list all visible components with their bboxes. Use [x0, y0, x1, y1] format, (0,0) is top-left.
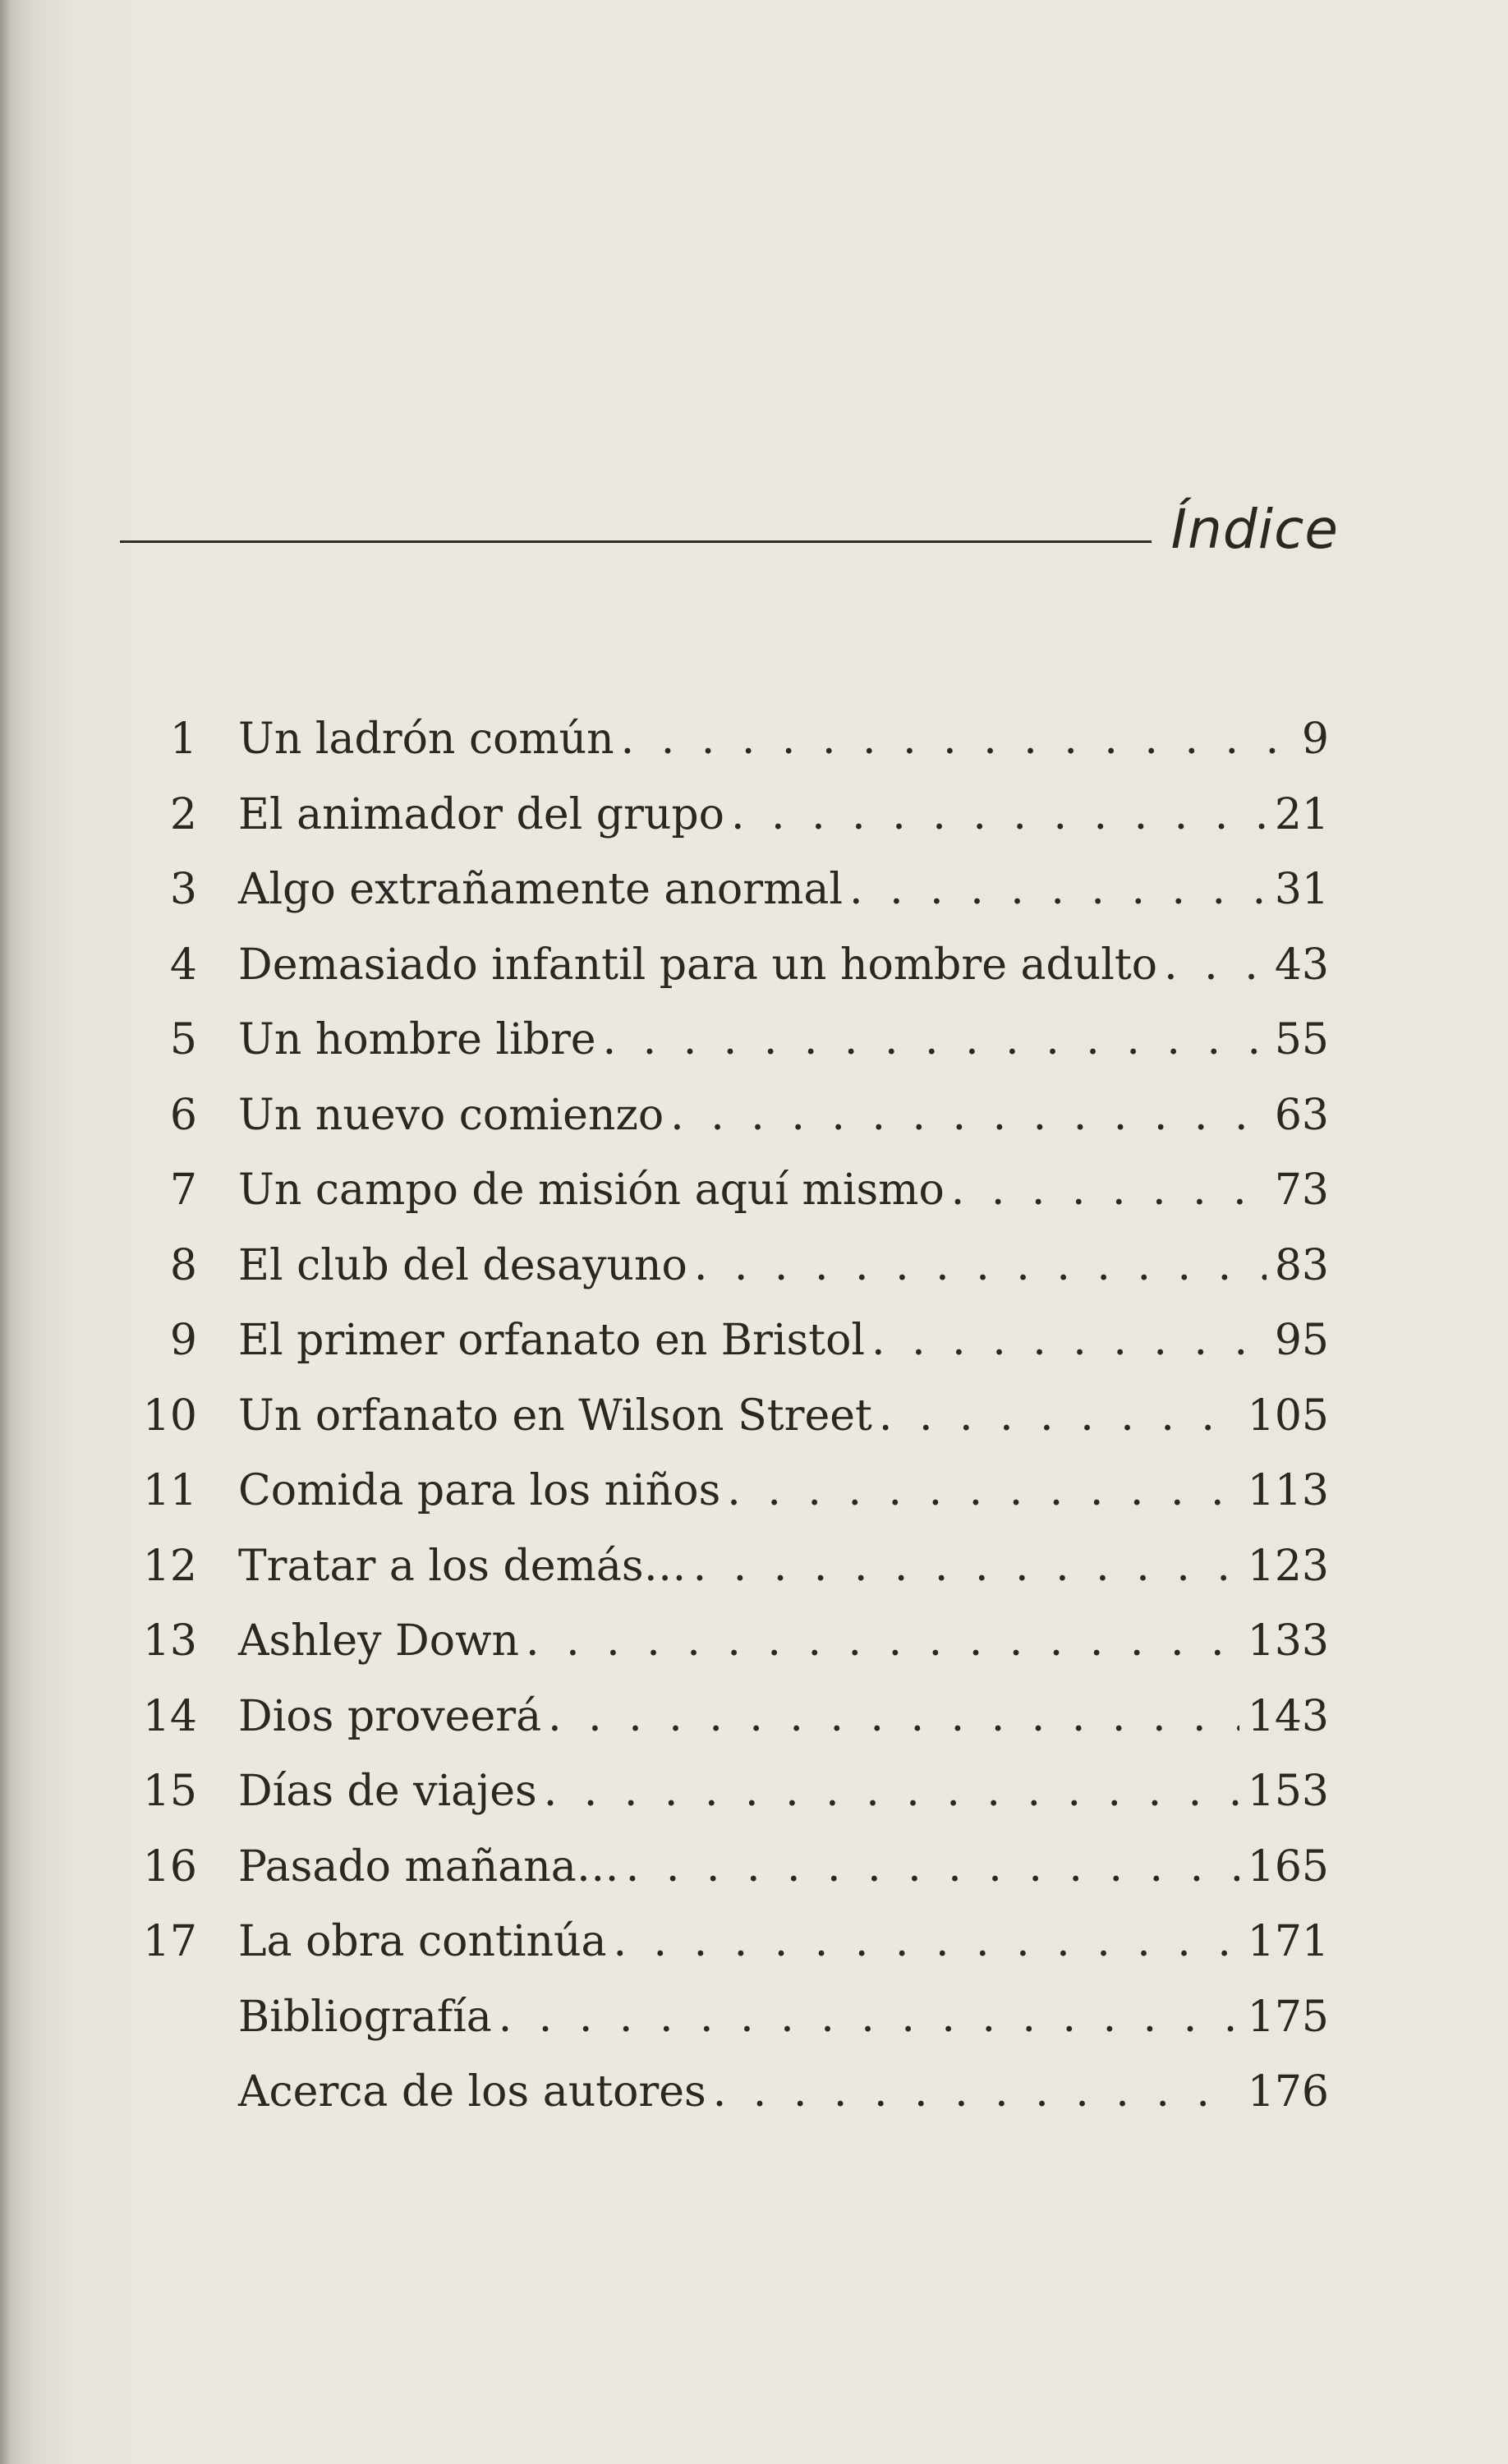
toc-line [238, 1834, 1329, 1900]
toc-entry [0, 1458, 1508, 1524]
dot-leader [694, 1233, 1267, 1299]
chapter-number: 6 [169, 1090, 197, 1140]
page-number: 153 [1247, 1767, 1329, 1816]
page-number: 31 [1274, 865, 1329, 914]
toc-line [238, 1083, 1329, 1148]
toc-entry [0, 1758, 1508, 1824]
dot-leader [731, 782, 1267, 848]
toc-entry [0, 2059, 1508, 2125]
toc-line [238, 1909, 1329, 1974]
toc-entry [0, 1909, 1508, 1974]
page-number: 143 [1247, 1691, 1329, 1741]
chapter-title: Dios proveerá [238, 1691, 542, 1741]
chapter-title: Algo extrañamente anormal [238, 865, 844, 914]
toc-entry [0, 1684, 1508, 1749]
toc-entry [0, 706, 1508, 772]
chapter-title: Bibliografía [238, 1992, 492, 2042]
page-number: 21 [1274, 789, 1329, 839]
dot-leader [951, 1157, 1267, 1223]
toc-entry [0, 1383, 1508, 1449]
toc-line [238, 1007, 1329, 1073]
toc-entry [0, 1834, 1508, 1900]
toc-line [238, 1758, 1329, 1824]
chapter-title: Comida para los niños [238, 1466, 721, 1515]
toc-line [238, 1157, 1329, 1223]
dot-leader [603, 1007, 1267, 1073]
chapter-title: La obra continúa [238, 1917, 607, 1966]
dot-leader [626, 1834, 1239, 1900]
chapter-number: 5 [169, 1015, 197, 1064]
dot-leader [693, 1533, 1239, 1599]
toc-line [238, 1233, 1329, 1299]
page-number: 123 [1247, 1541, 1329, 1591]
page-number: 63 [1274, 1090, 1329, 1140]
dot-leader [548, 1684, 1239, 1749]
toc-entry [0, 1984, 1508, 2050]
chapter-title: Demasiado infantil para un hombre adulto [238, 940, 1158, 990]
dot-leader [621, 706, 1294, 772]
chapter-number: 9 [169, 1316, 197, 1365]
toc-line [238, 1533, 1329, 1599]
chapter-title: Días de viajes [238, 1767, 537, 1816]
page-number: 175 [1247, 1992, 1329, 2042]
chapter-number: 17 [142, 1917, 197, 1966]
toc-entry [0, 1308, 1508, 1373]
chapter-number: 14 [142, 1691, 197, 1741]
page-number: 133 [1247, 1616, 1329, 1666]
chapter-number: 10 [142, 1391, 197, 1441]
toc-entry [0, 782, 1508, 848]
toc-line [238, 1684, 1329, 1749]
chapter-title: Pasado mañana… [238, 1841, 619, 1892]
dot-leader [526, 1608, 1239, 1674]
page-number: 55 [1274, 1015, 1329, 1064]
toc-line [238, 2059, 1329, 2125]
chapter-title: El primer orfanato en Bristol [238, 1316, 866, 1365]
chapter-number: 8 [169, 1240, 197, 1290]
chapter-number: 2 [169, 789, 197, 839]
chapter-title: Un campo de misión aquí mismo [238, 1165, 945, 1215]
dot-leader [544, 1758, 1239, 1824]
toc-entry [0, 1608, 1508, 1674]
chapter-number: 11 [142, 1466, 197, 1515]
chapter-number: 1 [169, 715, 197, 764]
chapter-title: Acerca de los autores [238, 2067, 706, 2117]
toc-entry [0, 1007, 1508, 1073]
toc-line [238, 1308, 1329, 1373]
toc-line [238, 706, 1329, 772]
dot-leader [499, 1984, 1239, 2050]
chapter-title: Un hombre libre [238, 1015, 596, 1064]
dot-leader [1164, 932, 1267, 998]
page-number: 73 [1274, 1165, 1329, 1215]
chapter-number: 13 [142, 1616, 197, 1666]
dot-leader [879, 1383, 1239, 1449]
toc-line [238, 857, 1329, 922]
header-rule [120, 540, 1152, 543]
dot-leader [670, 1083, 1267, 1148]
toc-entry [0, 1157, 1508, 1223]
page-number: 43 [1274, 940, 1329, 990]
chapter-number: 7 [169, 1165, 197, 1215]
page-number: 83 [1274, 1240, 1329, 1290]
toc-line [238, 782, 1329, 848]
dot-leader [727, 1458, 1239, 1524]
chapter-number: 3 [169, 865, 197, 914]
dot-leader [613, 1909, 1239, 1974]
chapter-title: Un nuevo comienzo [238, 1090, 664, 1140]
page-number: 113 [1247, 1466, 1329, 1515]
chapter-title: Un ladrón común [238, 715, 614, 764]
toc-entry [0, 1233, 1508, 1299]
page-number: 9 [1301, 715, 1329, 764]
toc-entry [0, 1533, 1508, 1599]
page-number: 105 [1247, 1391, 1329, 1441]
chapter-title: Un orfanato en Wilson Street [238, 1391, 872, 1441]
dot-leader [713, 2059, 1239, 2125]
chapter-number: 12 [142, 1541, 197, 1591]
chapter-number: 16 [142, 1841, 197, 1892]
toc-entry [0, 932, 1508, 998]
chapter-title: El club del desayuno [238, 1240, 687, 1290]
toc-line [238, 1608, 1329, 1674]
toc-entry [0, 1083, 1508, 1148]
page-number: 176 [1247, 2067, 1329, 2117]
page-number: 95 [1274, 1316, 1329, 1365]
chapter-title: El animador del grupo [238, 789, 724, 839]
toc-line [238, 1984, 1329, 2050]
chapter-number: 15 [142, 1767, 197, 1816]
toc-line [238, 932, 1329, 998]
dot-leader [871, 1308, 1267, 1373]
page-title: Índice [1170, 498, 1339, 561]
chapter-title: Ashley Down [238, 1616, 520, 1666]
page-number: 165 [1247, 1841, 1329, 1892]
chapter-title: Tratar a los demás… [238, 1541, 687, 1591]
chapter-number: 4 [169, 940, 197, 990]
dot-leader [849, 857, 1267, 922]
page-number: 171 [1247, 1917, 1329, 1966]
toc-line [238, 1458, 1329, 1524]
toc-line [238, 1383, 1329, 1449]
toc-entry [0, 857, 1508, 922]
